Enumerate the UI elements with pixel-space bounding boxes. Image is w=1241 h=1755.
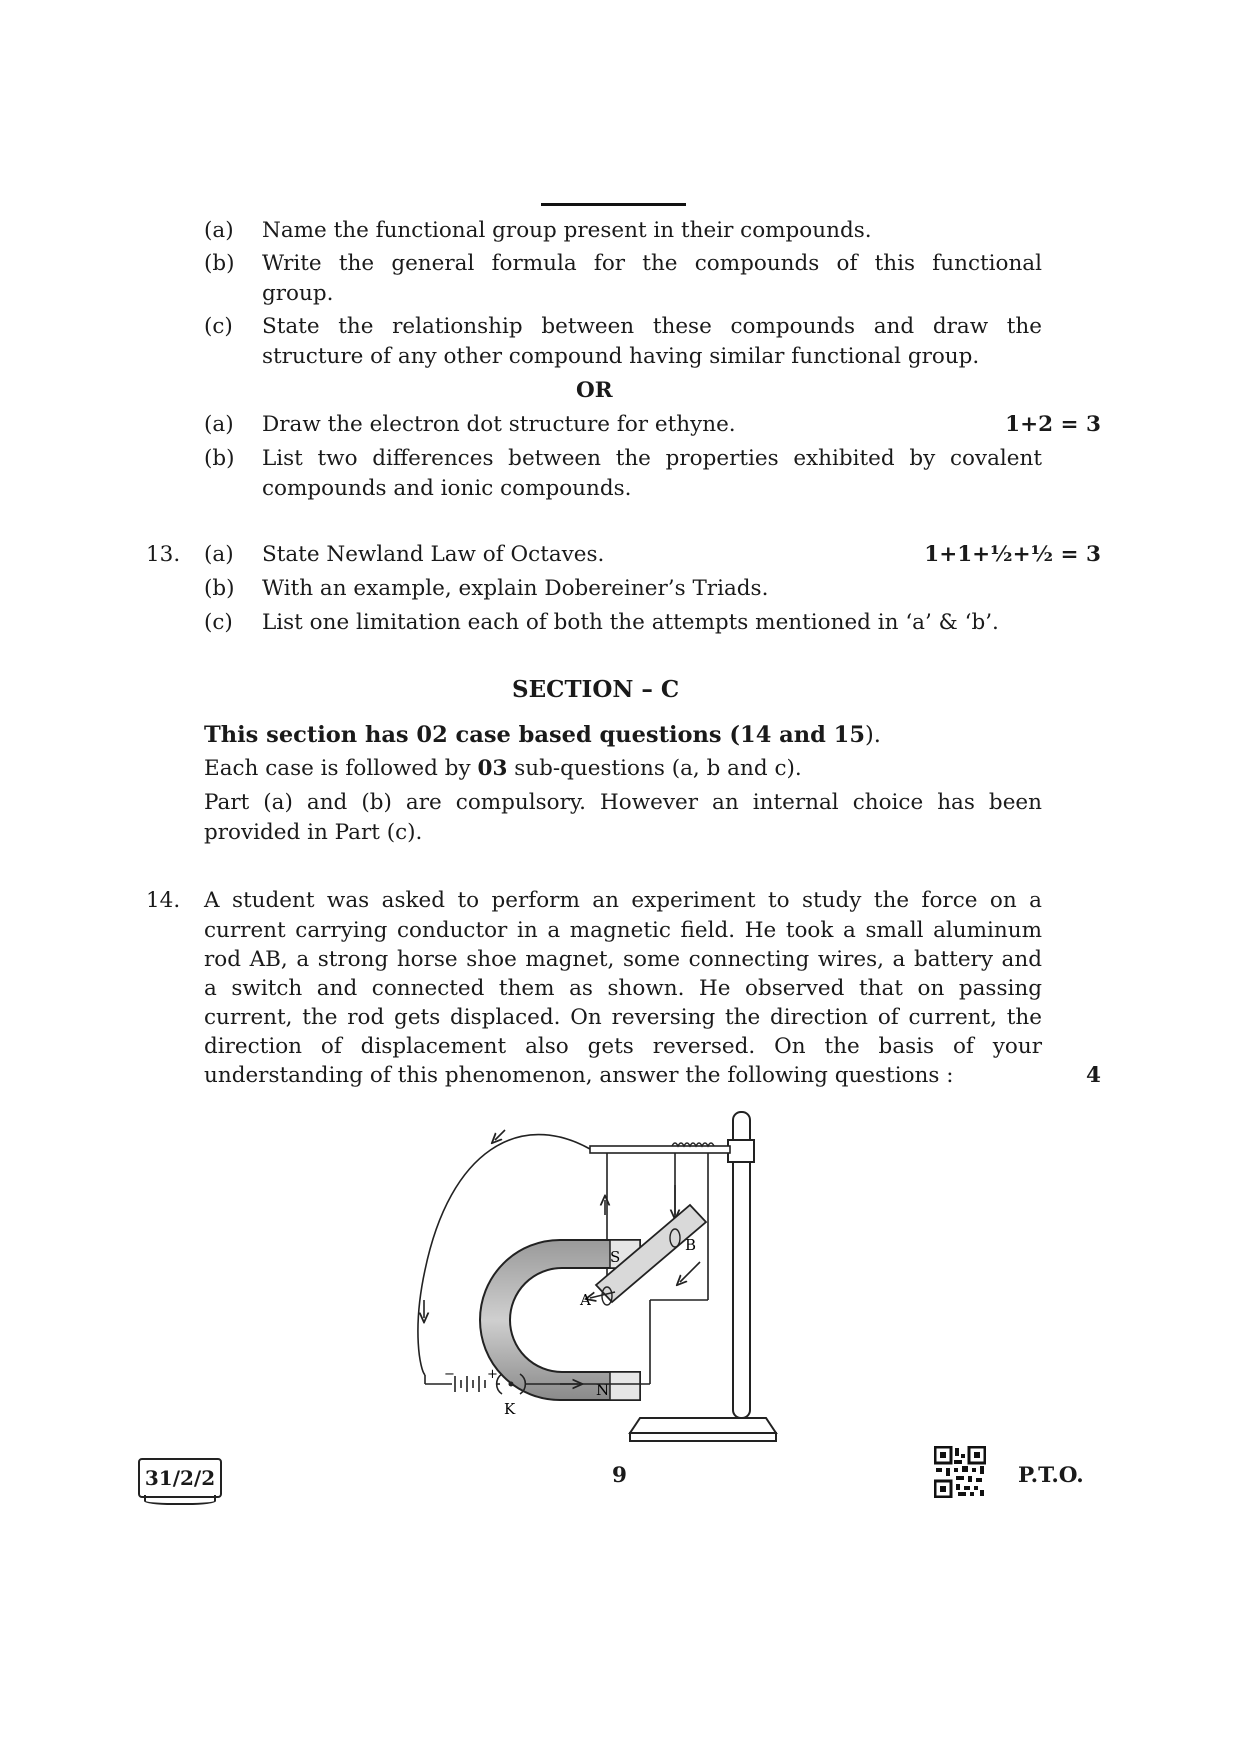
q13-a-text: State Newland Law of Octaves. [262, 542, 605, 567]
q13-a-label: (a) [204, 542, 234, 567]
q13-number: 13. [146, 542, 181, 567]
q12-a-text: Name the functional group present in their compounds. [262, 218, 872, 243]
q13-marks: 1+1+½+½ = 3 [924, 542, 1101, 567]
section-c-title: SECTION – C [512, 676, 680, 703]
q12-a-label: (a) [204, 218, 234, 243]
magnet-s-label: S [610, 1248, 621, 1266]
or-label: OR [576, 378, 613, 403]
battery-plus: + [487, 1367, 498, 1382]
q12-alt-a-text: Draw the electron dot structure for ethyne. [262, 412, 736, 437]
q14-line: current carrying conductor in a magnetic field. He took a small aluminum [204, 918, 1042, 943]
q13-c-label: (c) [204, 610, 233, 635]
section-c-line2-post: sub-questions (a, b and c). [507, 756, 802, 781]
rod-b-label: B [685, 1236, 697, 1254]
section-c-intro-close: ). [865, 722, 881, 748]
section-c-line2-pre: Each case is followed by [204, 756, 478, 781]
q12-b-line2: group. [262, 281, 334, 306]
q13-c-text: List one limitation each of both the attempts mentioned in ‘a’ & ‘b’. [262, 610, 999, 635]
section-c-line4: provided in Part (c). [204, 820, 423, 845]
q12-b-line1: Write the general formula for the compounds of this functional [262, 251, 1042, 276]
battery [455, 1376, 485, 1392]
section-c-line2-bold: 03 [477, 756, 508, 781]
q14-line: a switch and connected them as shown. He observed that on passing [204, 976, 1042, 1001]
section-c-intro [204, 722, 881, 748]
section-c-line2 [204, 756, 802, 781]
q12-c-label: (c) [204, 314, 233, 339]
q12-alt-b-line2: compounds and ionic compounds. [262, 476, 632, 501]
paper-code: 31/2/2 [138, 1458, 222, 1498]
q12-alt-b-line1: List two differences between the properties exhibited by covalent [262, 446, 1042, 471]
q13-b-label: (b) [204, 576, 235, 601]
q12-marks: 1+2 = 3 [1005, 412, 1101, 437]
stand [630, 1112, 776, 1441]
q12-b-label: (b) [204, 251, 235, 276]
q12-alt-b-label: (b) [204, 446, 235, 471]
key-k-label: K [504, 1400, 516, 1418]
pto-label: P.T.O. [1018, 1463, 1084, 1488]
section-c-line3: Part (a) and (b) are compulsory. However an internal choice has been [204, 790, 1042, 815]
q14-line: current, the rod gets displaced. On reversing the direction of current, the [204, 1005, 1042, 1030]
page-number: 9 [612, 1463, 627, 1488]
section-c-intro-bold: This section has 02 case based questions (14 and 15 [204, 722, 865, 748]
q14-line: rod AB, a strong horse shoe magnet, some connecting wires, a battery and [204, 947, 1042, 972]
magnet-experiment-diagram [400, 1100, 800, 1450]
rod-a-label: A [580, 1291, 591, 1309]
q14-line: understanding of this phenomenon, answer the following questions : [204, 1063, 954, 1088]
support-rod [590, 1143, 730, 1153]
battery-minus: − [444, 1367, 455, 1382]
magnet-n-label: N [596, 1381, 610, 1399]
q14-line: direction of displacement also gets reversed. On the basis of your [204, 1034, 1042, 1059]
q14-number: 14. [146, 888, 181, 913]
top-rule [541, 203, 686, 206]
qr-code-icon [934, 1446, 986, 1498]
q12-alt-a-label: (a) [204, 412, 234, 437]
q13-b-text: With an example, explain Dobereiner’s Triads. [262, 576, 769, 601]
q14-marks: 4 [1086, 1063, 1101, 1088]
q14-line: A student was asked to perform an experiment to study the force on a [204, 888, 1042, 913]
q12-c-line2: structure of any other compound having similar functional group. [262, 344, 980, 369]
q12-c-line1: State the relationship between these compounds and draw the [262, 314, 1042, 339]
